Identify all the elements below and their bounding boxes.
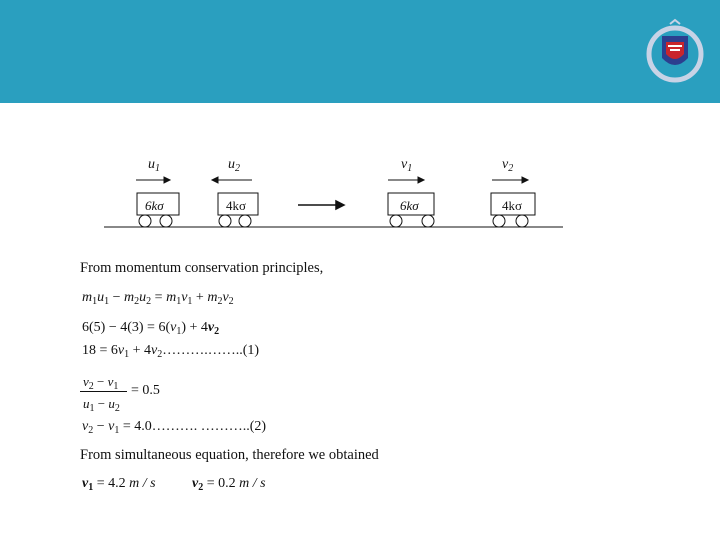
equation-1: $18 = 6v_1$ + $4v_2\dots\dots\dots.\dots\dots..(1)$	[82, 343, 260, 360]
fraction-denominator: $u_1 - u_2$	[83, 396, 120, 414]
cart-label-4kg-before: 4kσ	[226, 198, 247, 213]
cart-label-4kg-after: 4kσ	[502, 198, 523, 213]
cart-label-6kg-before: 6kσ	[145, 198, 164, 213]
fraction-numerator: $v_2 - v_1$	[83, 374, 119, 392]
equation-substitution: $6(5) - 4(3) = 6(v_1) + 4v_2$	[82, 320, 220, 337]
velocity-arrow-u2	[212, 177, 252, 183]
intro-text: From momentum conservation principles,	[80, 260, 324, 276]
label-u2: $u_2$	[228, 157, 240, 174]
transition-arrow	[298, 201, 344, 209]
velocity-arrow-v2	[492, 177, 528, 183]
fraction-bar	[80, 391, 127, 392]
fraction-result: = 0.5	[131, 383, 160, 398]
velocity-arrow-v1	[388, 177, 424, 183]
cart-label-6kg-after: 6kσ	[400, 198, 419, 213]
conclusion-text: From simultaneous equation, therefore we obtained	[80, 447, 379, 463]
velocity-arrow-u1	[136, 177, 170, 183]
label-u1: $u_1$	[148, 157, 160, 174]
equation-2: $v_2 - v_1$ = 4.0………. ………..(2)	[82, 419, 267, 436]
equation-momentum: $m_1u_1 - m_2u_2 = m_1v_1 + m_2v_2$	[82, 290, 234, 307]
label-v1: $v_1$	[401, 157, 413, 174]
label-v2: $v_2$	[502, 157, 514, 174]
result-v2: $v_2 = 0.2$ m / s	[192, 476, 266, 493]
result-v1: $v_1 = 4.2$ m / s	[82, 476, 156, 493]
